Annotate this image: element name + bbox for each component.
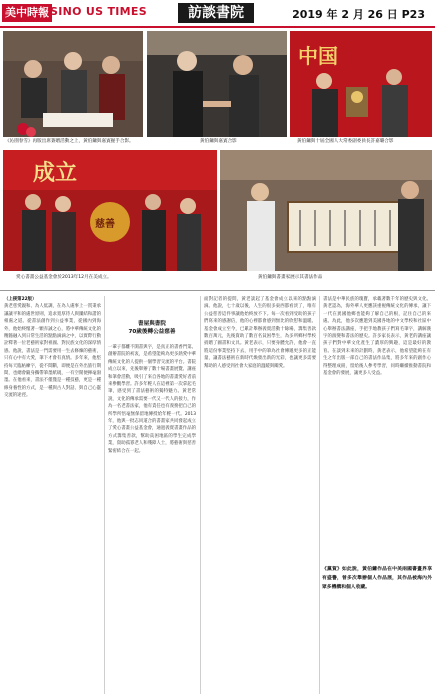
- photo-book-signing: [3, 31, 143, 137]
- newspaper-logo: 美中時報: [2, 4, 52, 22]
- article-column-4: [323, 296, 431, 561]
- photo-caption-guest-handshake: 黃伯鏞與嘉賓合影: [200, 139, 237, 144]
- photo-caption-book-signing: 《沁園春雪》再版出席簽贈活動之上，黃伯鏞與嘉賓握手合影。: [5, 139, 134, 144]
- column-divider: [319, 296, 320, 694]
- header-rule: [0, 26, 435, 28]
- sidebar-text: 《黨賀》如此說，黃伯鏞作品在中美兩國書畫界享有盛譽，曾多次舉辦個人作品展，其作品被海內外眾多機構和個人收藏。: [322, 567, 432, 590]
- banner-text-launch: 成立: [33, 161, 78, 186]
- photo-calligraphy-display: [220, 150, 432, 271]
- article-text-1: 黃老慈愛親和、為人低調，在為人處事上一貫秉承謙讓平和的處世原則，追求寬厚待人與團結和諧的相處之道。從書法創作到公益事業，從國內到海外，他始終懷著一顆赤誠之心，將中華傳統文化的精髓融入到日常生活的點點滴滴之中，以實際行動詮釋著一位老藝術家對祖國、對民族文化的深厚情感。他說，書法是一門需要用一生去修煉的藝術，只有心中有大愛，筆下才會有真情。多年來，他堅持每天臨帖練字，從不間斷，即便是在外出旅行期間，也總會隨身攜帶筆墨紙硯，一有空閒便揮毫潑墨。在他看來，書法不僅僅是一種技藝，更是一種修身養性的方式，是一種與古人對話、與自己心靈交流的途徑。: [4, 304, 101, 399]
- banner-text-china: 中国: [298, 44, 338, 68]
- article-text-3: 面對記者的提問，黃老談起了基金會成立以來的點點滴滴。他說，七十歲以後，人生的很多東西都看淡了，唯有公益慈善這件事讓他始終放不下。每一次看到受助的孩子們寫來的感謝信，他的心裡都會感到無比的欣慰和溫暖。基金會成立至今，已累計舉辦義賣活動十餘場，籌集善款數百萬元，先後資助了數百名貧困學生，為多所鄉村學校捐贈了圖書和文具。黃老表示，只要身體允許，他會一直將這份事業堅持下去，用手中的筆為社會傳遞更多的正能量，讓書法藝術在新時代煥發出新的光彩，也讓更多需要幫助的人感受到社會大家庭的溫暖與關愛。: [204, 297, 316, 369]
- continued-from: （上接第22版）: [4, 297, 37, 302]
- photo-foundation-launch: [3, 150, 217, 271]
- photo-award-ceremony: [290, 31, 432, 137]
- photo-caption-award-ceremony: 黃伯鏞與十屆全國人大常委副委員長許嘉璐合影: [297, 139, 394, 144]
- body-rule: [0, 290, 435, 291]
- photo-guest-handshake: [147, 31, 287, 137]
- photo-caption-foundation-launch: 愛心書畫公益基金會於2013年12月在美成立。: [16, 275, 112, 280]
- newspaper-name: SINO US TIMES: [50, 5, 147, 18]
- column-divider: [200, 296, 201, 694]
- article-text-4: 書法是中華民族的瑰寶，承載著數千年的歷史與文化。黃老認為，海外華人更應該重視傳統文化的傳承，讓下一代在異國他鄉也能夠了解自己的根，記住自己的來處。為此，他多次應邀到美國各地的中文學校和社區中心舉辦書法講座，手把手地教孩子們寫毛筆字，講解漢字的演變和書法的歷史。許多家長表示，黃老的講座讓孩子們對中華文化產生了濃厚的興趣，這是最好的教育。在談到未來的計劃時，黃老表示，他希望能夠在有生之年出版一部自己的書法作品集，將多年來的創作心得整理成冊，留給後人參考學習，同時繼續推動書院和基金會的發展，讓更多人受益。: [323, 297, 431, 377]
- section-heading: 書屋與書院 70歲後轉公益慈善: [108, 320, 196, 336]
- column-title: 訪談書院: [178, 3, 254, 23]
- emblem-text-charity: 慈善: [95, 219, 115, 230]
- photo-caption-calligraphy-display: 黃伯鏞與書畫家展示其書法作品: [258, 275, 323, 280]
- page-header: [0, 0, 435, 26]
- article-text-2: 一輩子都離不開書與字，是真正的書香門第。創辦書院的初衷，是希望能夠為更多熱愛中華傳統文化的人提供一個學習交流的平台。書院成立以來，先後舉辦了數十場書畫展覽、講座和筆會活動，吸引了來自各地的書畫愛好者前來參觀學習。許多年輕人在這裡第一次拿起毛筆，感受到了書法藝術的獨特魅力。黃老常說，文化的傳承需要一代又一代人的接力，作為一名老書法家，他有責任也有義務把自己的所學所悟毫無保留地傳授給年輕一代。2013年，他與一批志同道合的書畫家共同發起成立了愛心書畫公益基金會，通過義賣書畫作品的方式籌集善款，幫助貧困地區的學生完成學業，資助孤寡老人和殘障人士，將藝術與慈善緊密結合在一起。: [108, 345, 196, 454]
- column-divider: [104, 296, 105, 694]
- article-column-3: [204, 296, 316, 694]
- sidebar-note: [322, 565, 432, 689]
- article-column-2: [108, 296, 196, 694]
- article-column-1: [4, 296, 101, 694]
- issue-date: 2019 年 2 月 26 日 P23: [292, 8, 425, 21]
